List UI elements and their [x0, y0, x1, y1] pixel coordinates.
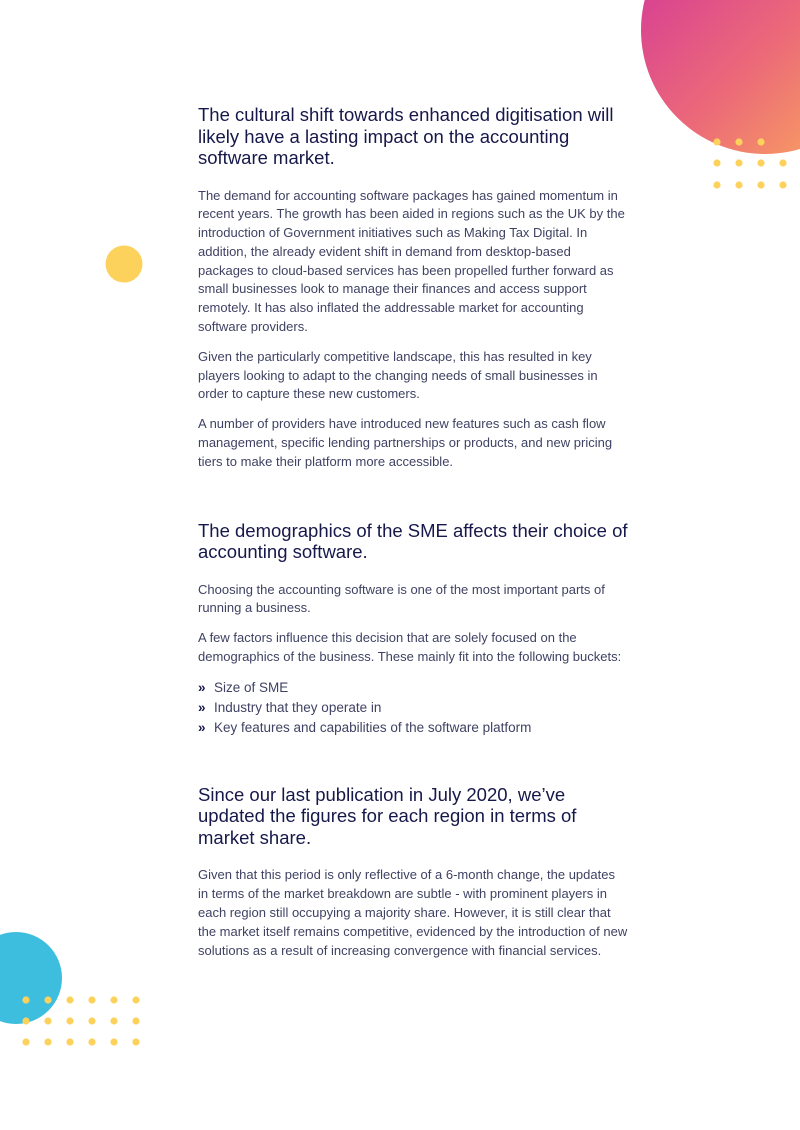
chevron-icon: »: [198, 679, 206, 695]
decorative-yellow-circle: [104, 244, 144, 284]
section-market-share: [198, 784, 628, 960]
list-item-text: Industry that they operate in: [214, 699, 382, 715]
section-heading: The demographics of the SME affects their choice of accounting software.: [198, 519, 628, 563]
paragraph: Choosing the accounting software is one of the most important parts of running a business.: [198, 581, 605, 616]
chevron-icon: »: [198, 699, 206, 715]
list-item-text: Size of SME: [214, 679, 289, 695]
section-digitisation: [198, 104, 628, 472]
list-item: [198, 718, 628, 738]
section-heading: Since our last publication in July 2020, we’ve updated the figures for each region in terms of market share.: [198, 783, 577, 848]
paragraph: A number of providers have introduced new features such as cash flow management, specific lending partnerships or products, and new pricing tiers to make their platform more accessible.: [198, 416, 613, 469]
list-item-text: Key features and capabilities of the software platform: [214, 719, 532, 735]
section-demographics: [198, 520, 628, 738]
section-heading: The cultural shift towards enhanced digitisation will likely have a lasting impact on the accounting software market.: [198, 104, 614, 168]
article-content: [198, 104, 628, 1006]
paragraph: A few factors influence this decision that are solely focused on the demographics of the business. These mainly fit into the following buckets:: [198, 630, 622, 665]
list-item: [198, 678, 628, 698]
decorative-dot-grid-bottom-left: [16, 990, 148, 1052]
chevron-icon: »: [198, 719, 206, 735]
decorative-dot-grid-top-right: [708, 132, 800, 194]
list-item: [198, 698, 628, 718]
paragraph: The demand for accounting software packages has gained momentum in recent years. The growth has been aided in regions such as the UK by the introduction of Government initiatives such as Making Tax Digital. In addition, the already evident shift in demand from desktop-based packages to cloud-based services has been propelled further forward as small businesses look to manage their finances and access support remotely. It has also inflated the addressable market for accounting software providers.: [198, 187, 625, 335]
paragraph: Given the particularly competitive landscape, this has resulted in key players looking to adapt to the changing needs of small businesses in order to capture these new customers.: [198, 348, 598, 402]
bullet-list: [198, 678, 628, 738]
paragraph: Given that this period is only reflective of a 6-month change, the updates in terms of the market breakdown are subtle - with prominent players in each region still occupying a majority share. However, it is still clear that the market itself remains competitive, evidenced by the introduction of new solutions as a result of increasing convergence with financial services.: [198, 867, 628, 958]
